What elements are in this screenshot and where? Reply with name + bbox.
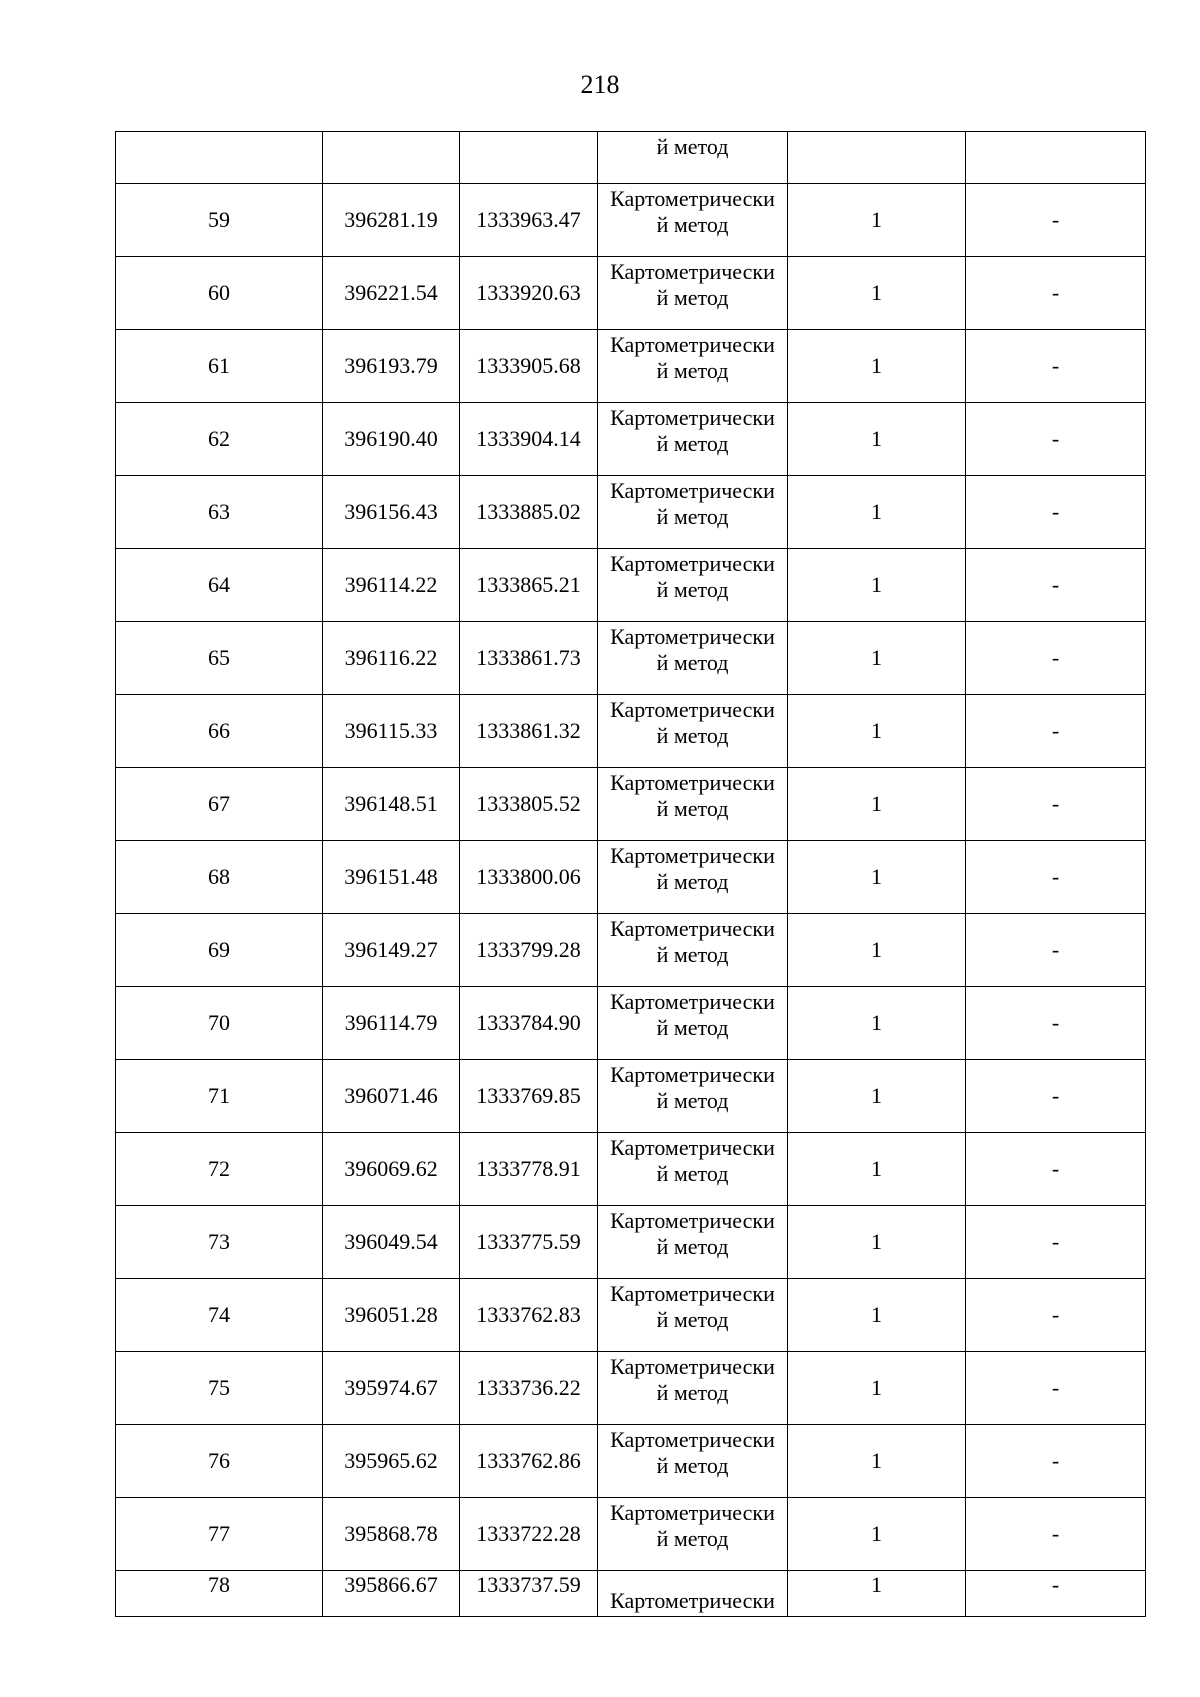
method-line-1: Картометрически — [610, 478, 775, 503]
point-cell: 70 — [116, 987, 323, 1060]
note-cell: - — [966, 476, 1146, 549]
note-cell: - — [966, 330, 1146, 403]
x-cell: 396148.51 — [323, 768, 460, 841]
x-cell: 395866.67 — [323, 1571, 460, 1617]
continuation-row — [116, 132, 1146, 184]
x-cell: 395868.78 — [323, 1498, 460, 1571]
x-cell: 396151.48 — [323, 841, 460, 914]
x-cell: 396221.54 — [323, 257, 460, 330]
method-cell — [598, 914, 788, 987]
note-cell: - — [966, 184, 1146, 257]
method-cell — [598, 184, 788, 257]
accuracy-cell: 1 — [788, 257, 966, 330]
accuracy-cell: 1 — [788, 1279, 966, 1352]
x-cell: 395974.67 — [323, 1352, 460, 1425]
note-cell: - — [966, 1425, 1146, 1498]
coordinates-table — [115, 131, 1146, 1617]
point-cell: 61 — [116, 330, 323, 403]
method-cell — [598, 1060, 788, 1133]
y-cell: 1333885.02 — [460, 476, 598, 549]
note-cell: - — [966, 1571, 1146, 1617]
point-cell: 71 — [116, 1060, 323, 1133]
x-cell: 396116.22 — [323, 622, 460, 695]
y-cell: 1333778.91 — [460, 1133, 598, 1206]
note-cell: - — [966, 695, 1146, 768]
x-cell: 396071.46 — [323, 1060, 460, 1133]
y-cell: 1333799.28 — [460, 914, 598, 987]
y-cell: 1333865.21 — [460, 549, 598, 622]
accuracy-cell: 1 — [788, 1352, 966, 1425]
method-cell — [598, 476, 788, 549]
method-line-1: Картометрически — [610, 1588, 775, 1613]
point-cell: 66 — [116, 695, 323, 768]
y-cell: 1333775.59 — [460, 1206, 598, 1279]
point-cell: 59 — [116, 184, 323, 257]
y-cell: 1333762.83 — [460, 1279, 598, 1352]
method-cell — [598, 403, 788, 476]
table-row — [116, 841, 1146, 914]
method-line-2: й метод — [656, 1088, 729, 1113]
note-cell — [966, 132, 1146, 184]
table-row — [116, 914, 1146, 987]
point-cell: 72 — [116, 1133, 323, 1206]
table-row — [116, 622, 1146, 695]
method-cell — [598, 622, 788, 695]
point-cell: 68 — [116, 841, 323, 914]
method-cell — [598, 987, 788, 1060]
method-line-2: й метод — [656, 358, 729, 383]
point-cell: 62 — [116, 403, 323, 476]
y-cell: 1333722.28 — [460, 1498, 598, 1571]
method-line-1: Картометрически — [610, 989, 775, 1014]
accuracy-cell: 1 — [788, 549, 966, 622]
method-line-1: Картометрически — [610, 770, 775, 795]
method-line-1: Картометрически — [610, 1500, 775, 1525]
note-cell: - — [966, 1279, 1146, 1352]
method-line-1: Картометрически — [610, 624, 775, 649]
method-line-2: й метод — [656, 723, 729, 748]
table-row — [116, 330, 1146, 403]
accuracy-cell: 1 — [788, 1206, 966, 1279]
accuracy-cell: 1 — [788, 476, 966, 549]
method-line-1: Картометрически — [610, 1135, 775, 1160]
method-cell — [598, 695, 788, 768]
x-cell: 396149.27 — [323, 914, 460, 987]
x-cell: 396115.33 — [323, 695, 460, 768]
point-cell: 73 — [116, 1206, 323, 1279]
table-row-last — [116, 1571, 1146, 1617]
accuracy-cell: 1 — [788, 1498, 966, 1571]
accuracy-cell: 1 — [788, 622, 966, 695]
method-line-2: й метод — [656, 796, 729, 821]
accuracy-cell: 1 — [788, 841, 966, 914]
method-line-1: Картометрически — [610, 405, 775, 430]
method-line-1: Картометрически — [610, 551, 775, 576]
method-line-1: Картометрически — [610, 332, 775, 357]
accuracy-cell: 1 — [788, 1571, 966, 1617]
x-cell: 396069.62 — [323, 1133, 460, 1206]
y-cell: 1333762.86 — [460, 1425, 598, 1498]
method-line-1: Картометрически — [610, 1062, 775, 1087]
method-cell — [598, 1133, 788, 1206]
note-cell: - — [966, 1133, 1146, 1206]
accuracy-cell: 1 — [788, 987, 966, 1060]
method-line-2: й метод — [656, 212, 729, 237]
note-cell: - — [966, 403, 1146, 476]
table-row — [116, 184, 1146, 257]
y-cell: 1333737.59 — [460, 1571, 598, 1617]
method-line-1: Картометрически — [610, 186, 775, 211]
accuracy-cell: 1 — [788, 1133, 966, 1206]
x-cell: 396051.28 — [323, 1279, 460, 1352]
method-line-2: й метод — [656, 504, 729, 529]
method-line-2: й метод — [656, 1526, 729, 1551]
point-cell: 63 — [116, 476, 323, 549]
accuracy-cell: 1 — [788, 330, 966, 403]
y-cell: 1333736.22 — [460, 1352, 598, 1425]
x-cell: 395965.62 — [323, 1425, 460, 1498]
method-line-1: Картометрически — [610, 1427, 775, 1452]
method-line-1: Картометрически — [610, 843, 775, 868]
note-cell: - — [966, 1206, 1146, 1279]
method-line-1: Картометрически — [610, 1208, 775, 1233]
method-line-1: Картометрически — [610, 1354, 775, 1379]
method-line-2: й метод — [656, 1453, 729, 1478]
method-line-2: й метод — [656, 285, 729, 310]
method-cell — [598, 1279, 788, 1352]
accuracy-cell: 1 — [788, 914, 966, 987]
method-line-1: Картометрически — [610, 697, 775, 722]
y-cell — [460, 132, 598, 184]
method-cell — [598, 1425, 788, 1498]
table-row — [116, 1352, 1146, 1425]
x-cell: 396193.79 — [323, 330, 460, 403]
point-cell: 67 — [116, 768, 323, 841]
note-cell: - — [966, 622, 1146, 695]
y-cell: 1333920.63 — [460, 257, 598, 330]
table-row — [116, 1498, 1146, 1571]
accuracy-cell: 1 — [788, 403, 966, 476]
method-cell — [598, 1498, 788, 1571]
table-row — [116, 1425, 1146, 1498]
method-cell — [598, 132, 788, 184]
method-line-2: й метод — [656, 1307, 729, 1332]
note-cell: - — [966, 914, 1146, 987]
table-row — [116, 1206, 1146, 1279]
method-line-2: й метод — [656, 650, 729, 675]
table-row — [116, 257, 1146, 330]
note-cell: - — [966, 549, 1146, 622]
table-row — [116, 1060, 1146, 1133]
method-tail: й метод — [656, 134, 729, 159]
method-cell — [598, 841, 788, 914]
method-line-2: й метод — [656, 431, 729, 456]
note-cell: - — [966, 1060, 1146, 1133]
method-cell — [598, 1571, 788, 1617]
accuracy-cell: 1 — [788, 1425, 966, 1498]
point-cell: 60 — [116, 257, 323, 330]
accuracy-cell: 1 — [788, 695, 966, 768]
note-cell: - — [966, 257, 1146, 330]
point-cell: 69 — [116, 914, 323, 987]
y-cell: 1333905.68 — [460, 330, 598, 403]
method-line-2: й метод — [656, 1161, 729, 1186]
point-cell: 76 — [116, 1425, 323, 1498]
method-line-2: й метод — [656, 1234, 729, 1259]
x-cell: 396190.40 — [323, 403, 460, 476]
method-line-1: Картометрически — [610, 916, 775, 941]
point-cell — [116, 132, 323, 184]
method-cell — [598, 1352, 788, 1425]
note-cell: - — [966, 987, 1146, 1060]
accuracy-cell: 1 — [788, 1060, 966, 1133]
y-cell: 1333805.52 — [460, 768, 598, 841]
y-cell: 1333784.90 — [460, 987, 598, 1060]
table-row — [116, 987, 1146, 1060]
point-cell: 77 — [116, 1498, 323, 1571]
x-cell: 396114.22 — [323, 549, 460, 622]
table-row — [116, 1133, 1146, 1206]
table-row — [116, 549, 1146, 622]
point-cell: 64 — [116, 549, 323, 622]
method-cell — [598, 1206, 788, 1279]
method-line-2: й метод — [656, 1380, 729, 1405]
method-cell — [598, 768, 788, 841]
table-row — [116, 768, 1146, 841]
y-cell: 1333904.14 — [460, 403, 598, 476]
y-cell: 1333800.06 — [460, 841, 598, 914]
method-cell — [598, 549, 788, 622]
accuracy-cell: 1 — [788, 184, 966, 257]
table-row — [116, 1279, 1146, 1352]
accuracy-cell — [788, 132, 966, 184]
method-line-2: й метод — [656, 942, 729, 967]
y-cell: 1333769.85 — [460, 1060, 598, 1133]
table-row — [116, 403, 1146, 476]
x-cell: 396281.19 — [323, 184, 460, 257]
point-cell: 65 — [116, 622, 323, 695]
x-cell: 396114.79 — [323, 987, 460, 1060]
table-row — [116, 476, 1146, 549]
point-cell: 75 — [116, 1352, 323, 1425]
y-cell: 1333963.47 — [460, 184, 598, 257]
method-cell — [598, 330, 788, 403]
method-line-2: й метод — [656, 869, 729, 894]
note-cell: - — [966, 768, 1146, 841]
method-line-2: й метод — [656, 1015, 729, 1040]
note-cell: - — [966, 1352, 1146, 1425]
table-row — [116, 695, 1146, 768]
point-cell: 74 — [116, 1279, 323, 1352]
method-line-2: й метод — [656, 577, 729, 602]
x-cell: 396156.43 — [323, 476, 460, 549]
y-cell: 1333861.32 — [460, 695, 598, 768]
x-cell: 396049.54 — [323, 1206, 460, 1279]
method-line-1: Картометрически — [610, 1281, 775, 1306]
method-cell — [598, 257, 788, 330]
page-number: 218 — [580, 70, 620, 99]
point-cell: 78 — [116, 1571, 323, 1617]
method-line-1: Картометрически — [610, 259, 775, 284]
y-cell: 1333861.73 — [460, 622, 598, 695]
x-cell — [323, 132, 460, 184]
note-cell: - — [966, 841, 1146, 914]
accuracy-cell: 1 — [788, 768, 966, 841]
note-cell: - — [966, 1498, 1146, 1571]
